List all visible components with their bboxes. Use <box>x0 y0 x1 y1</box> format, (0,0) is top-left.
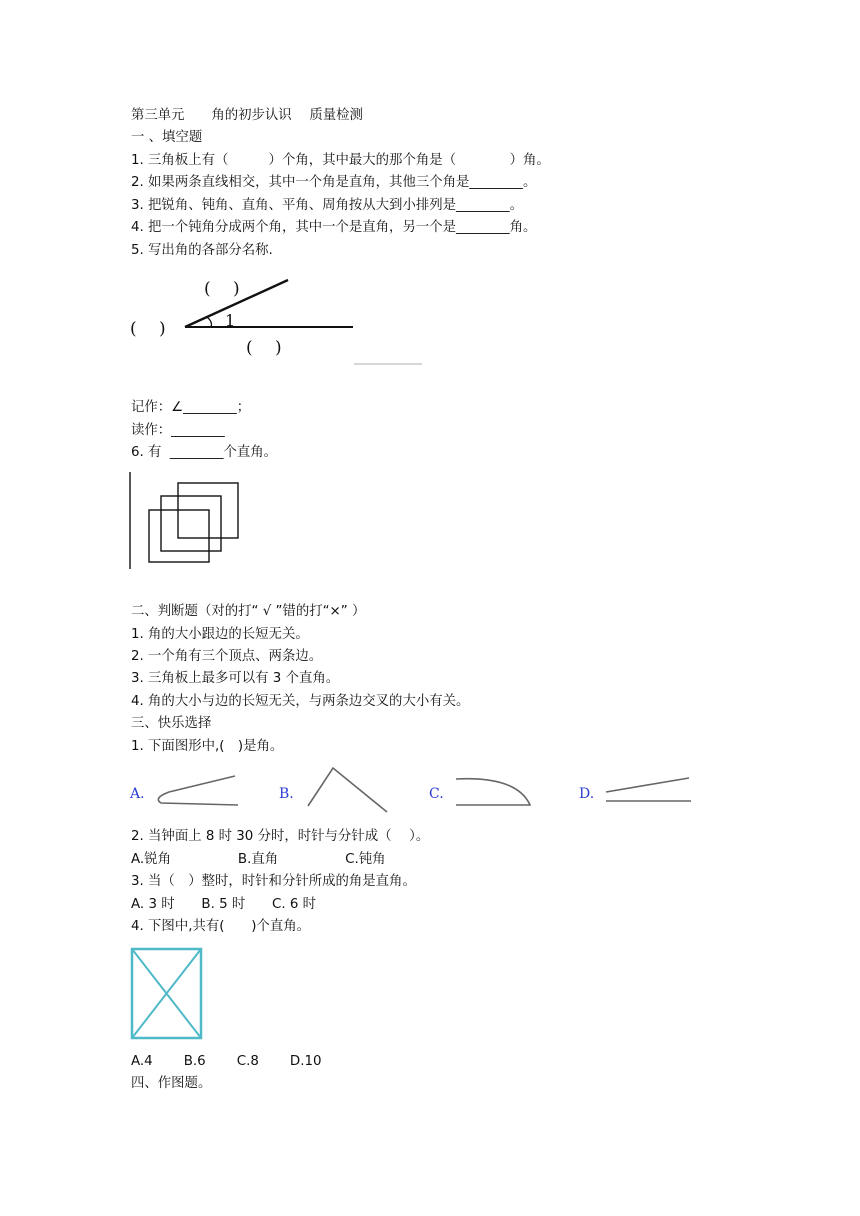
square-diagonals-figure <box>130 947 204 1041</box>
read-as: 读作：________ <box>131 423 225 438</box>
s2-item-2: 2. 一个角有三个顶点、两条边。 <box>131 649 323 664</box>
angle-label-1: 1 <box>225 311 236 330</box>
s2-item-3: 3. 三角板上最多可以有 3 个直角。 <box>131 671 340 686</box>
vertex-blank: ( ) <box>130 319 166 339</box>
page-title: 第三单元 角的初步认识 质量检测 <box>131 108 363 123</box>
s3-q1: 1. 下面图形中,( )是角。 <box>131 739 284 754</box>
s1-q5: 5. 写出角的各部分名称. <box>131 243 273 258</box>
s3-q4-options: A.4 B.6 C.8 D.10 <box>131 1054 322 1069</box>
s1-q4: 4. 把一个钝角分成两个角，其中一个是直角，另一个是________角。 <box>131 220 537 235</box>
section3-heading: 三、快乐选择 <box>131 716 212 731</box>
s3-q4: 4. 下图中,共有( )个直角。 <box>131 919 311 934</box>
option-b-label: B. <box>279 786 294 802</box>
option-d-label: D. <box>579 786 595 802</box>
write-as: 记作：∠________； <box>131 400 251 415</box>
s3-q3: 3. 当（ ）整时，时针和分针所成的角是直角。 <box>131 874 416 889</box>
option-a-label: A. <box>130 786 145 802</box>
s1-q3: 3. 把锐角、钝角、直角、平角、周角按从大到小排列是________。 <box>131 198 523 213</box>
s3-q2: 2. 当钟面上 8 时 30 分时，时针与分针成（ ）。 <box>131 829 430 844</box>
s2-item-4: 4. 角的大小与边的长短无关，与两条边交叉的大小有关。 <box>131 694 470 709</box>
vertex-edge-top-blank: ( ) <box>204 279 240 299</box>
s1-q6: 6. 有 ________个直角。 <box>131 445 278 460</box>
s2-item-1: 1. 角的大小跟边的长短无关。 <box>131 627 309 642</box>
s1-q2: 2. 如果两条直线相交，其中一个角是直角，其他三个角是________。 <box>131 175 537 190</box>
angle-choice-figures <box>125 760 725 820</box>
angle-parts-figure <box>125 270 435 370</box>
overlapping-squares-figure <box>128 472 248 572</box>
s3-q3-options: A. 3 时 B. 5 时 C. 6 时 <box>131 897 317 912</box>
section2-heading: 二、判断题（对的打“ √ ”错的打“×” ） <box>131 604 366 619</box>
s1-q1: 1. 三角板上有（ ）个角，其中最大的那个角是（ ）角。 <box>131 153 550 168</box>
option-c-label: C. <box>429 786 444 802</box>
s3-q2-options: A.锐角 B.直角 C.钝角 <box>131 852 386 867</box>
edge-bottom-blank: ( ) <box>246 338 282 358</box>
section4-heading: 四、作图题。 <box>131 1076 212 1091</box>
section1-heading: 一 、填空题 <box>131 130 203 145</box>
